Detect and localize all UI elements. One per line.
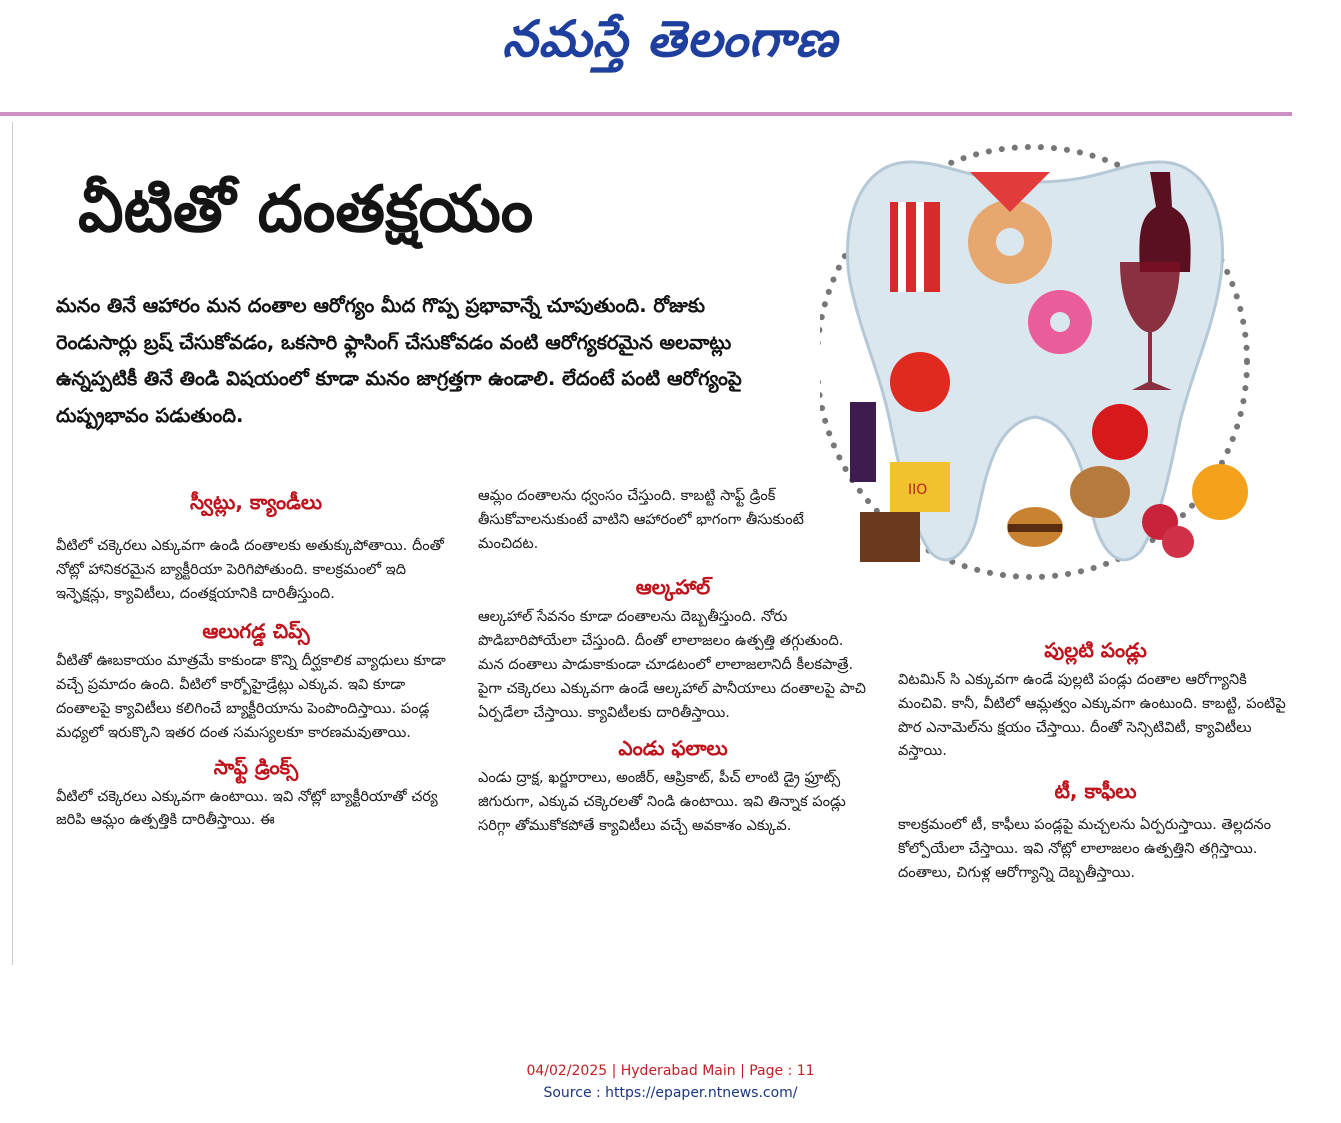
illustration-label: IIO [908, 482, 928, 498]
section-body-dryfruits: ఎండు ద్రాక్ష, ఖర్జూరాలు, అంజీర్, ఆప్రికాట్, పీచ్ లాంటి డ్రై ఫ్రూట్స్ జిగురుగా, ఎక్కువ చక్కెరలతో నిండి ఉంటాయి. ఇవి తిన్నాక పండ్లు సరిగ్గా తోముకోకపోతే క్యావిటీలు వచ్చే అవకాశం ఎక్కువ. [478, 769, 846, 834]
column-border [12, 122, 13, 965]
orange-icon [1192, 464, 1248, 520]
pepper-icon [1092, 404, 1148, 460]
wine-bottle-left-icon [850, 402, 876, 482]
masthead-rule [0, 112, 1292, 116]
section-body-chips: వీటితో ఊబకాయం మాత్రమే కాకుండా కొన్ని దీర్ఘకాలిక వ్యాధులు కూడా వచ్చే ప్రమాదం ఉంది. వీటిలో కార్బోహైడ్రేట్లు ఎక్కువ. ఇవి కూడా దంతాలపై క్యావిటీలు కలిగించే బ్యాక్టీరియాను పెంపొందిస్తాయి. పండ్ల మధ్యలో ఇరుక్కొని ఇతర దంత సమస్యలకూ కారణమవుతాయి. [56, 652, 446, 741]
masthead-title: నమస్తే తెలంగాణ [502, 10, 838, 68]
section-title-sweets: స్వీట్లు, క్యాండీలు [189, 490, 322, 514]
section-title-alcohol: ఆల్కహాల్ [635, 575, 711, 600]
section-body-softdrinks: వీటిలో చక్కెరలు ఎక్కువగా ఉంటాయి. ఇవి నోట్లో బ్యాక్టీరియాతో చర్య జరిపి ఆమ్లం ఉత్పత్తికి దారితీస్తాయి. ఈ [56, 787, 438, 829]
section-title-tea: టీ, కాఫీలు [1054, 779, 1137, 804]
section-title-citrus: పుల్లటి పండ్లు [1044, 638, 1147, 662]
page-footer [0, 1060, 1341, 1104]
cookie-icon [1070, 466, 1130, 518]
footer-source-link[interactable]: Source : https://epaper.ntnews.com/ [543, 1085, 798, 1101]
tomato-icon [890, 352, 950, 412]
column-3 [898, 632, 1293, 885]
column-2 [478, 484, 868, 838]
section-body-sweets: వీటిలో చక్కెరలు ఎక్కువగా ఉండి దంతాలకు అతుక్కుపోతాయి. దీంతో నోట్లో హానికరమైన బ్యాక్టీరియా పెరిగిపోతుంది. కాలక్రమంలో ఇది ఇన్ఫెక్షన్లు, క్యావిటీలు, దంతక్షయానికి దారితీస్తుంది. [56, 537, 444, 602]
article-headline: వీటితో దంతక్షయం [78, 173, 534, 247]
chocolate-icon [860, 512, 920, 562]
article-intro: మనం తినే ఆహారం మన దంతాల ఆరోగ్యం మీద గొప్ప ప్రభావాన్నే చూపుతుంది. రోజుకు రెండుసార్లు బ్రష్ చేసుకోవడం, ఒకసారి ఫ్లాసింగ్ చేసుకోవడం వంటి ఆరోగ్యకరమైన అలవాట్లు ఉన్నప్పటికీ తినే తిండి విషయంలో కూడా మనం జాగ్రత్తగా ఉండాలి. లేదంటే పంటి ఆరోగ్యంపై దుష్ప్రభావం పడుతుంది. [56, 294, 742, 427]
column-1 [56, 484, 456, 832]
section-title-chips: ఆలుగడ్డ చిప్స్ [202, 619, 310, 644]
section-body-alcohol: ఆల్కహాల్ సేవనం కూడా దంతాలను దెబ్బతీస్తుంది. నోరు పొడిబారిపోయేలా చేస్తుంది. దీంతో లాలాజలం ఉత్పత్తి తగ్గుతుంది. మన దంతాలు పాడుకాకుండా చూడటంలో లాలాజలానిదీ కీలకపాత్రే. పైగా చక్కెరలు ఎక్కువగా ఉండే ఆల్కహాల్ పానీయాలు దంతాలపై పాచి ఏర్పడేలా చేస్తాయి. క్యావిటీలకు దారితీస్తాయి. [478, 608, 866, 721]
footer-edition-info: 04/02/2025 | Hyderabad Main | Page : 11 [526, 1063, 815, 1079]
section-body-citrus: విటమిన్ సి ఎక్కువగా ఉండే పుల్లటి పండ్లు దంతాల ఆరోగ్యానికి మంచివి. కానీ, వీటిలో ఆమ్లత్వం ఎక్కువగా ఉంటుంది. కాబట్టి, పంటిపై పొర ఎనామెల్‌ను క్షయం చేస్తాయి. దీంతో సెన్సిటివిటీ, క్యావిటీలు వస్తాయి. [898, 671, 1286, 760]
section-title-dryfruits: ఎండు ఫలాలు [618, 736, 728, 761]
cup-icon [890, 202, 940, 292]
section-title-softdrinks: సాఫ్ట్ డ్రింక్స్ [213, 754, 299, 779]
section-body-softdrinks-continued: ఆమ్లం దంతాలను ధ్వంసం చేస్తుంది. కాబట్టి సాఫ్ట్ డ్రింక్ తీసుకోవాలనుకుంటే వాటిని ఆహారంలో భాగంగా తీసుకుంటే మంచిదట. [478, 487, 804, 552]
masthead [0, 0, 1341, 78]
tooth-food-illustration [820, 132, 1260, 598]
section-body-tea: కాలక్రమంలో టీ, కాఫీలు పండ్లపై మచ్చలను ఏర్పరుస్తాయి. తెల్లదనం కోల్పోయేలా చేస్తాయి. ఇవి నోట్లో లాలాజలం ఉత్పత్తిని తగ్గిస్తాయి. దంతాలు, చిగుళ్ల ఆరోగ్యాన్ని దెబ్బతీస్తాయి. [898, 816, 1272, 881]
